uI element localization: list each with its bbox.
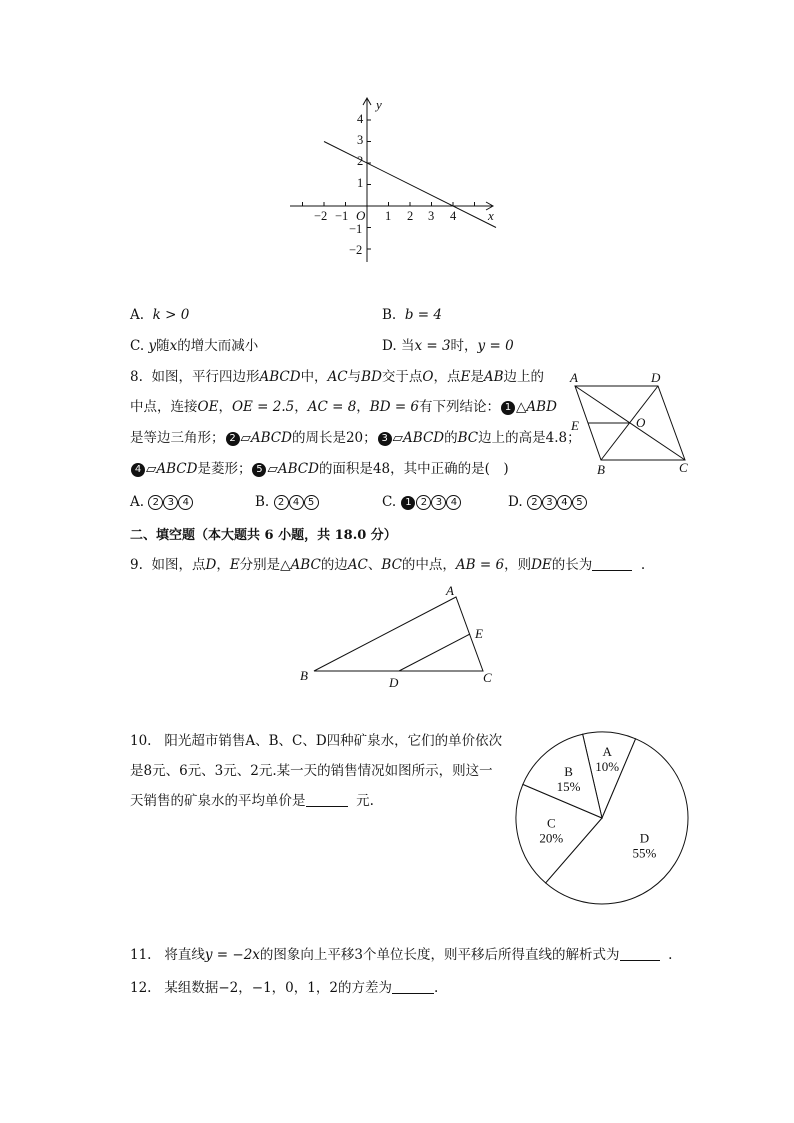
point-label-e: E	[475, 626, 483, 641]
circled-number: 4	[131, 463, 145, 477]
q8-line-2: 中点，连接OE，OE = 2.5，AC = 8，BD = 6有下列结论： 1 △ABD	[130, 399, 557, 415]
q12-text: 12. 某组数据−2，−1，0，1，2的方差为 .	[130, 980, 439, 996]
y-tick-label: 1	[357, 176, 364, 190]
y-tick-label: −2	[349, 243, 363, 257]
pie-label-value: 55%	[632, 845, 657, 861]
x-axis-label: x	[488, 208, 494, 223]
pie-label-name: D	[639, 830, 650, 846]
section-heading: 二、填空题（本大题共 6 小题，共 18.0 分）	[130, 528, 397, 543]
pie-label-name: A	[602, 744, 612, 760]
q7-option-c: C. y随x的增大而减小	[130, 338, 259, 354]
circled-number: 1	[501, 401, 515, 415]
point-label-d: D	[389, 675, 399, 690]
answer-blank[interactable]	[620, 946, 660, 961]
q9-text: 9. 如图，点D，E分别是△ABC的边AC、BC的中点，AB = 6，则DE的长为 .	[130, 557, 646, 573]
coordinate-graph	[280, 90, 510, 270]
q8-option-c: C. 1 2 3 4	[382, 492, 461, 512]
segment-de	[399, 634, 470, 671]
point-label-d: D	[651, 370, 661, 385]
y-axis-label: y	[376, 97, 382, 112]
triangle-figure	[295, 580, 505, 690]
triangle-abc	[314, 597, 483, 671]
origin-label: O	[356, 208, 366, 223]
y-tick-label: 3	[357, 133, 364, 147]
q11-text: 11. 将直线y = −2x的图象向上平移3个单位长度，则平移后所得直线的解析式为 .	[130, 947, 673, 963]
q8-option-a: A. 2 3 4	[130, 492, 193, 512]
q10-line-3: 天销售的矿泉水的平均单价是 元.	[130, 793, 374, 809]
point-label-a: A	[446, 583, 454, 598]
x-tick-label: 4	[450, 209, 457, 223]
x-tick-label: 2	[407, 209, 414, 223]
pie-label-value: 15%	[556, 779, 581, 795]
point-label-e: E	[571, 418, 579, 433]
x-tick-label: 1	[385, 209, 392, 223]
pie-label-value: 10%	[595, 759, 620, 775]
parallelogram-figure	[563, 368, 703, 478]
q10-line-2: 是8元、6元、3元、2元.某一天的销售情况如图所示，则这一	[130, 763, 493, 779]
circled-number: 2	[226, 432, 240, 446]
point-label-c: C	[483, 670, 492, 685]
circled-number: 3	[378, 432, 392, 446]
y-tick-label: −1	[349, 222, 363, 236]
y-tick-label: 2	[357, 154, 364, 168]
x-tick-label: −2	[314, 209, 328, 223]
answer-blank[interactable]	[592, 556, 632, 571]
x-tick-label: 3	[428, 209, 435, 223]
q7-option-d: D. 当x = 3时，y = 0	[382, 338, 514, 354]
pie-label-name: B	[564, 764, 573, 780]
q8-line-1: 8. 如图，平行四边形ABCD中，AC与BD交于点O，点E是AB边上的	[130, 369, 545, 385]
q7-option-a: A. k > 0	[130, 307, 190, 323]
q10-line-1: 10. 阳光超市销售A、B、C、D四种矿泉水，它们的单价依次	[130, 733, 503, 749]
point-label-b: B	[300, 668, 308, 683]
point-label-a: A	[570, 370, 578, 385]
y-tick-label: 4	[357, 112, 364, 126]
q8-line-4: 4 ▱ABCD是菱形； 5 ▱ABCD的面积是48，其中正确的是( )	[130, 459, 509, 479]
answer-blank[interactable]	[306, 792, 348, 807]
q8-option-d: D. 2 3 4 5	[508, 492, 587, 512]
q8-option-b: B. 2 4 5	[255, 492, 319, 512]
point-label-b: B	[597, 462, 605, 477]
pie-label-name: C	[546, 815, 556, 831]
pie-label-value: 20%	[539, 830, 564, 846]
circled-number: 5	[252, 463, 266, 477]
answer-blank[interactable]	[392, 979, 434, 994]
q7-option-b: B. b = 4	[382, 307, 442, 323]
q8-line-3: 是等边三角形； 2 ▱ABCD的周长是20； 3 ▱ABCD的BC边上的高是4.8；	[130, 430, 581, 446]
pie-chart	[512, 728, 697, 913]
point-label-o: O	[636, 415, 646, 430]
x-tick-label: −1	[335, 209, 349, 223]
point-label-c: C	[679, 460, 688, 475]
